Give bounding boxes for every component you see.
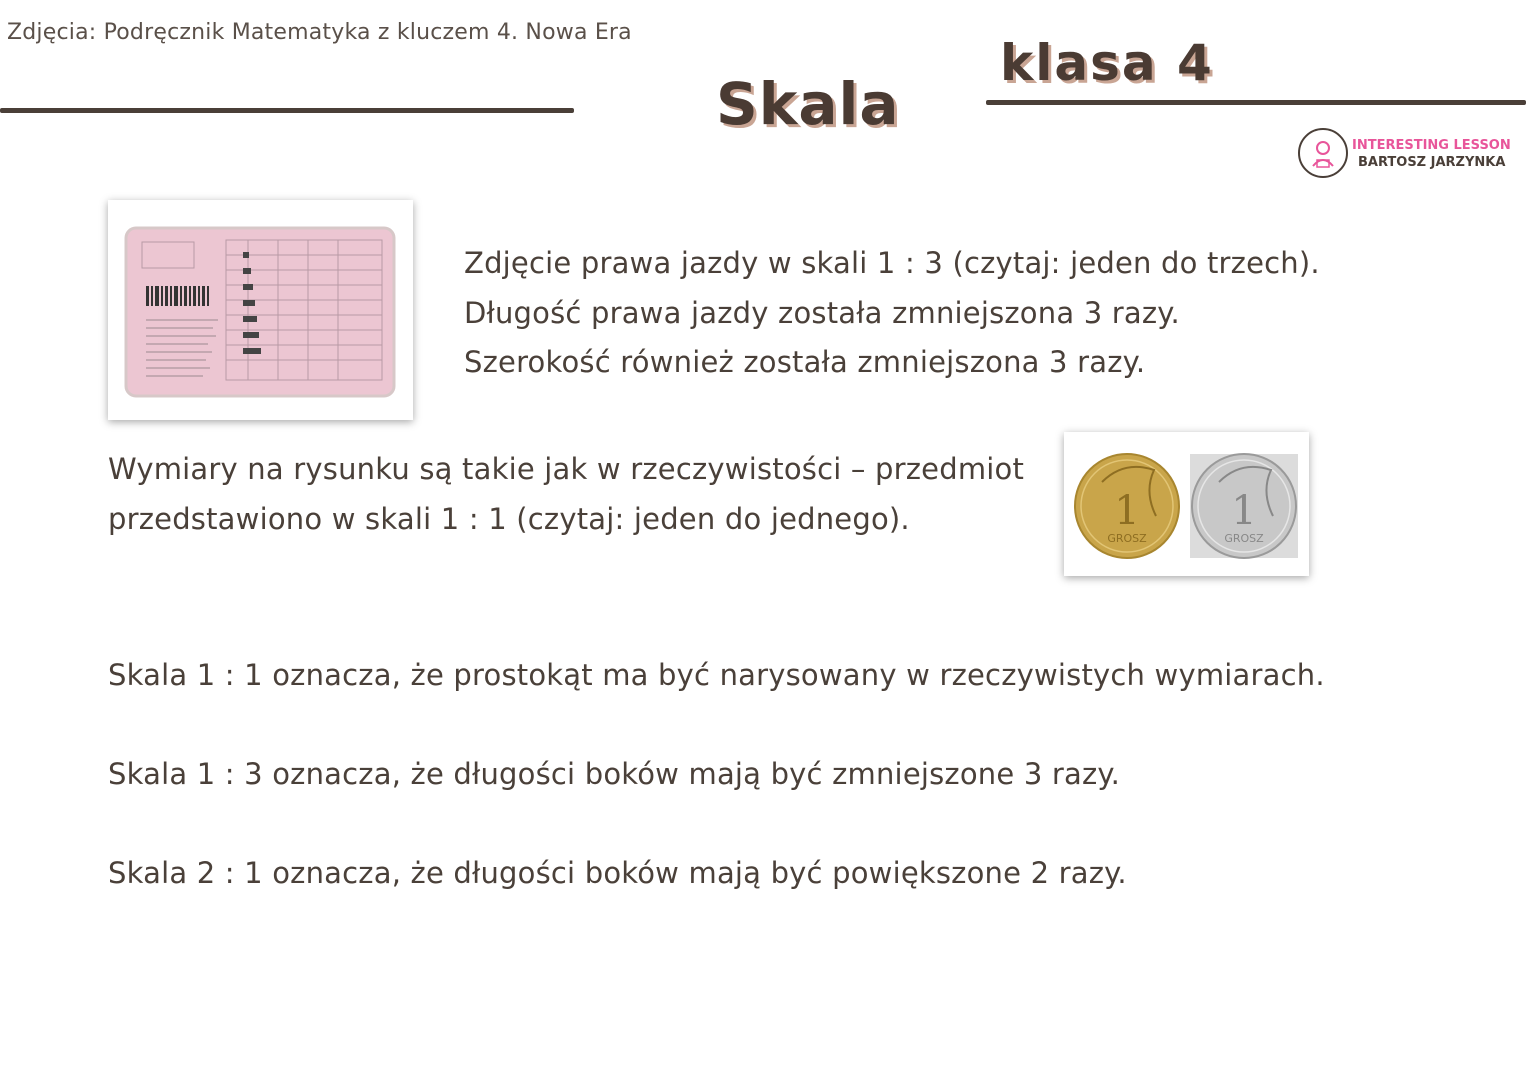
logo-title: INTERESTING LESSON bbox=[1352, 138, 1511, 153]
logo-author: BARTOSZ JARZYNKA bbox=[1358, 155, 1506, 170]
silver-coin-denomination: 1 bbox=[1231, 488, 1257, 534]
silver-coin-label: GROSZ bbox=[1224, 532, 1264, 545]
scale-rule-1: Skala 1 : 1 oznacza, że prostokąt ma być narysowany w rzeczywistych wymiarach. bbox=[108, 658, 1325, 692]
grade-label: klasa 4 bbox=[1000, 34, 1214, 92]
source-credit: Zdjęcia: Podręcznik Matematyka z kluczem 4. Nowa Era bbox=[7, 20, 632, 45]
driving-license-photo bbox=[108, 200, 413, 420]
coins-line-2: przedstawiono w skali 1 : 1 (czytaj: jeden do jednego). bbox=[108, 502, 910, 536]
gold-coin-label: GROSZ bbox=[1107, 532, 1147, 545]
coins-line-1: Wymiary na rysunku są takie jak w rzeczywistości – przedmiot bbox=[108, 452, 1025, 486]
scale-rule-3: Skala 2 : 1 oznacza, że długości boków mają być powiększone 2 razy. bbox=[108, 856, 1127, 890]
driving-license-image bbox=[108, 200, 413, 420]
gold-coin bbox=[1075, 454, 1179, 558]
license-line-2: Długość prawa jazdy została zmniejszona 3 razy. bbox=[464, 296, 1180, 330]
header-rule-right bbox=[986, 100, 1526, 105]
license-line-1: Zdjęcie prawa jazdy w skali 1 : 3 (czytaj: jeden do trzech). bbox=[464, 246, 1320, 280]
coins-image bbox=[1064, 432, 1309, 576]
brand-logo bbox=[1298, 128, 1518, 182]
scale-rule-2: Skala 1 : 3 oznacza, że długości boków mają być zmniejszone 3 razy. bbox=[108, 757, 1121, 791]
header-rule-left bbox=[0, 108, 574, 113]
silver-coin bbox=[1190, 454, 1298, 558]
license-line-3: Szerokość również została zmniejszona 3 razy. bbox=[464, 345, 1146, 379]
coins-photo bbox=[1064, 432, 1309, 576]
teacher-icon bbox=[1298, 128, 1348, 178]
gold-coin-denomination: 1 bbox=[1114, 488, 1140, 534]
page-title: Skala bbox=[716, 70, 900, 138]
